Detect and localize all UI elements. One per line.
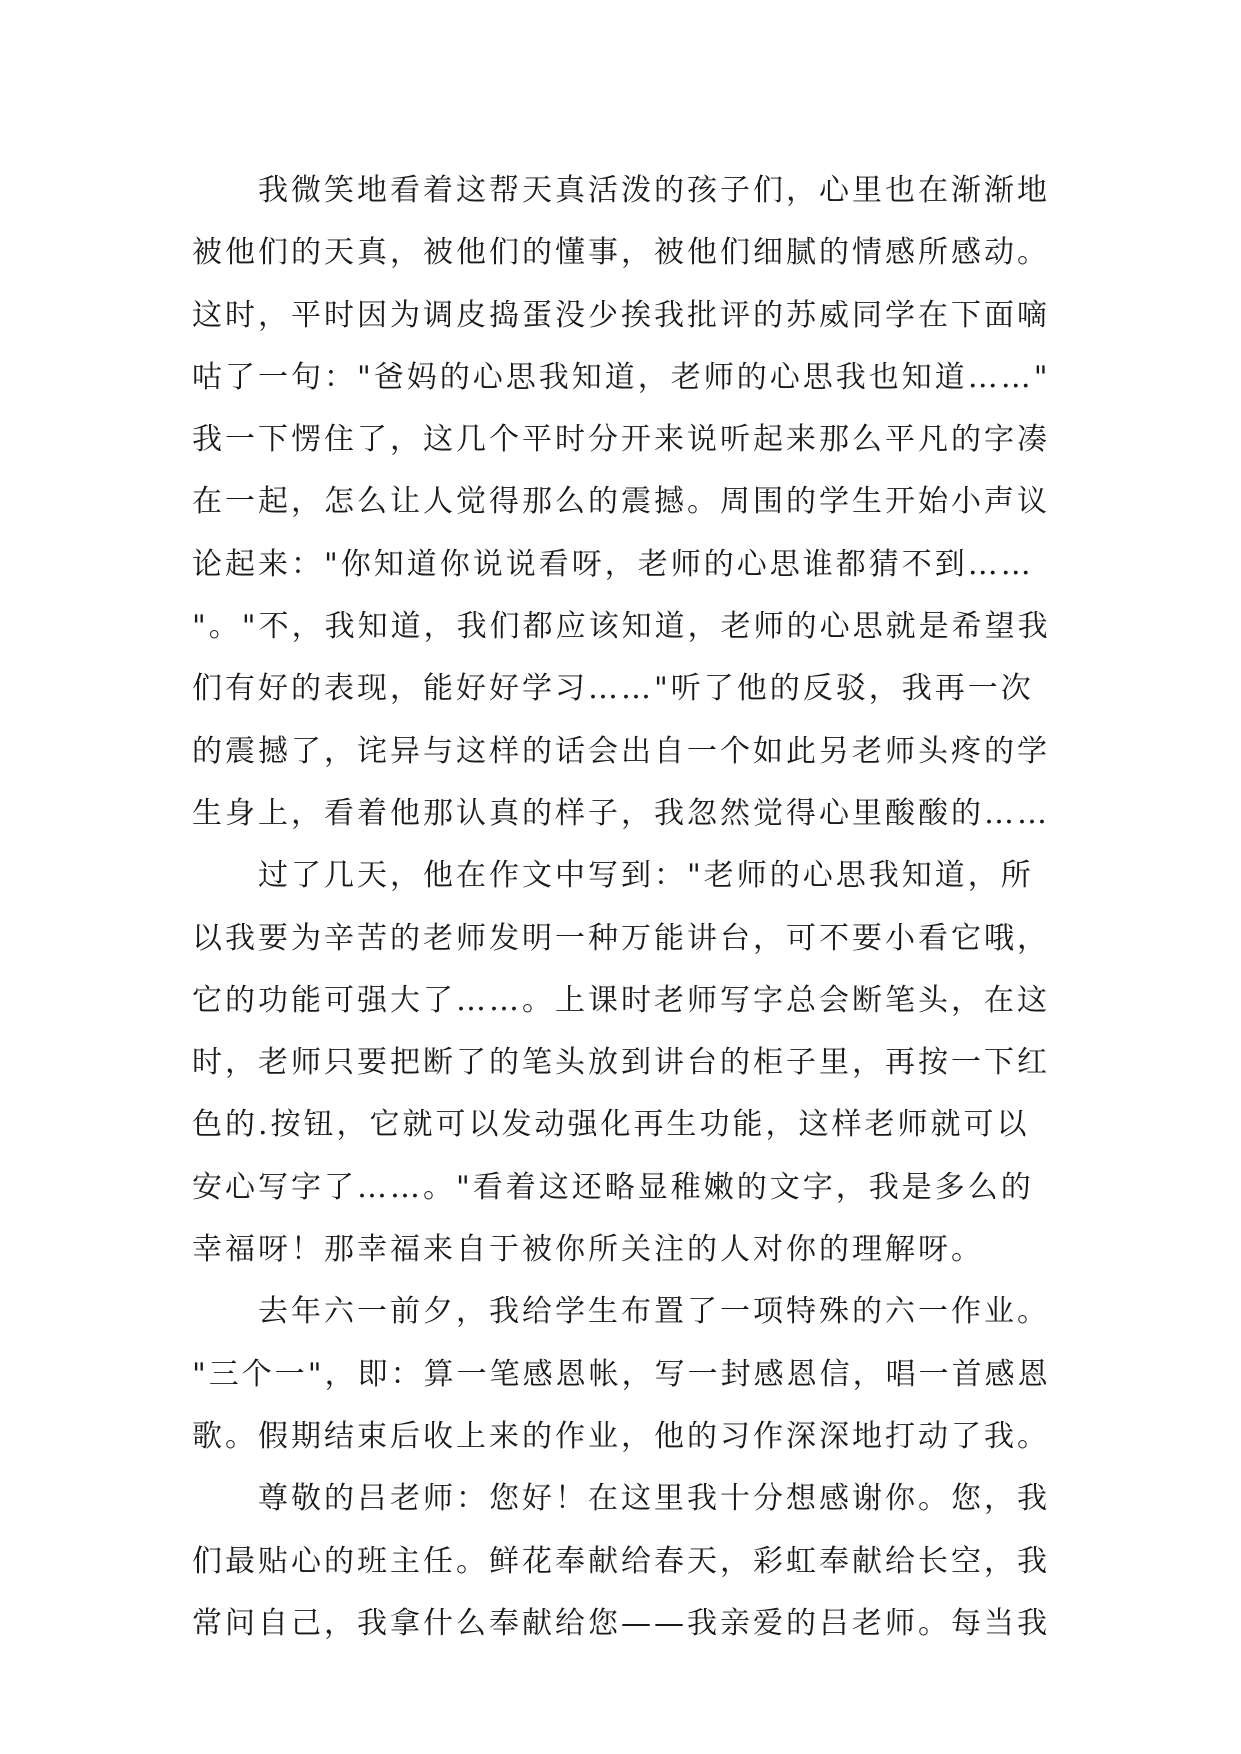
text-line: 论起来："你知道你说说看呀，老师的心思谁都猜不到…… — [192, 546, 1034, 582]
text-line: 我微笑地看着这帮天真活泼的孩子们，心里也在渐渐地 — [258, 173, 1050, 208]
text-line: 被他们的天真，被他们的懂事，被他们细腻的情感所感动。 — [192, 235, 1050, 271]
text-line: 色的.按钮，它就可以发动强化再生功能，这样老师就可以 — [192, 1107, 1030, 1143]
text-line: "三个一"，即：算一笔感恩帐，写一封感恩信，唱一首感恩 — [192, 1356, 1051, 1392]
text-line: 的震撼了，诧异与这样的话会出自一个如此另老师头疼的学 — [192, 733, 1050, 769]
text-line: 咕了一句："爸妈的心思我知道，老师的心思我也知道……" — [192, 359, 1051, 395]
text-line: 尊敬的吕老师：您好！在这里我十分想感谢你。您，我 — [258, 1481, 1050, 1517]
text-line: 时，老师只要把断了的笔头放到讲台的柜子里，再按一下红 — [192, 1045, 1050, 1081]
text-line: "。"不，我知道，我们都应该知道，老师的心思就是希望我 — [192, 609, 1051, 645]
text-line: 幸福呀！那幸福来自于被你所关注的人对你的理解呀。 — [192, 1232, 984, 1268]
text-line: 在一起，怎么让人觉得那么的震撼。周围的学生开始小声议 — [192, 484, 1050, 520]
text-line: 我一下愣住了，这几个平时分开来说听起来那么平凡的字凑 — [192, 422, 1050, 458]
text-line: 歌。假期结束后收上来的作业，他的习作深深地打动了我。 — [192, 1418, 1050, 1454]
text-line: 过了几天，他在作文中写到："老师的心思我知道，所 — [258, 858, 1034, 894]
body-text — [192, 160, 1062, 1655]
text-line: 们有好的表现，能好好学习……"听了他的反驳，我再一次 — [192, 671, 1034, 707]
text-line: 常问自己，我拿什么奉献给您——我亲爱的吕老师。每当我 — [192, 1605, 1050, 1641]
text-line: 这时，平时因为调皮捣蛋没少挨我批评的苏威同学在下面嘀 — [192, 297, 1050, 333]
text-line: 安心写字了……。"看着这还略显稚嫩的文字，我是多么的 — [192, 1169, 1034, 1205]
text-line: 以我要为辛苦的老师发明一种万能讲台，可不要小看它哦， — [192, 920, 1050, 956]
text-line: 生身上，看着他那认真的样子，我忽然觉得心里酸酸的…… — [192, 795, 1050, 831]
text-line: 们最贴心的班主任。鲜花奉献给春天，彩虹奉献给长空，我 — [192, 1543, 1050, 1579]
text-line: 它的功能可强大了……。上课时老师写字总会断笔头，在这 — [192, 982, 1050, 1018]
text-line: 去年六一前夕，我给学生布置了一项特殊的六一作业。 — [258, 1294, 1050, 1330]
